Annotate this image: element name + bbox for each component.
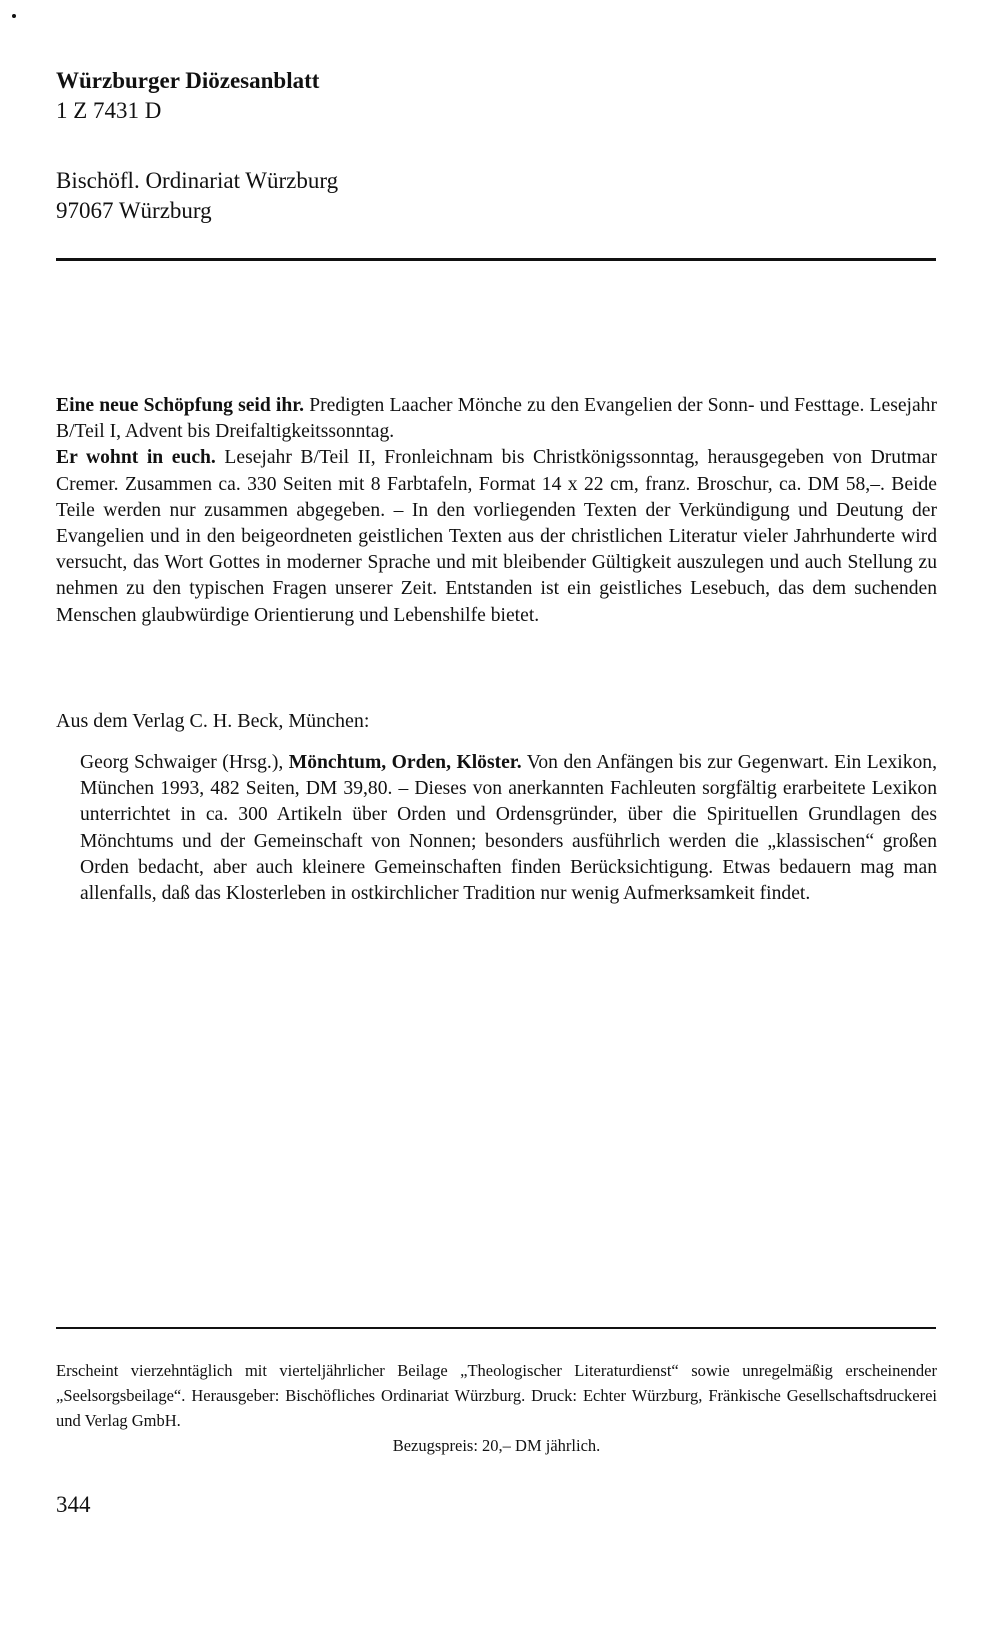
book1-text-part1: Predigten Laacher Mönche zu den Evangelien der Sonn- und Festtage. Lesejahr B/Teil I, Advent bis Dreifaltigkeitssonntag. xyxy=(56,395,937,443)
publication-code: 1 Z 7431 D xyxy=(56,98,162,123)
sender-city: 97067 Würzburg xyxy=(56,198,212,223)
page-number: 344 xyxy=(56,1492,91,1517)
book1-title-part2: Er wohnt in euch. xyxy=(56,447,216,469)
book2-title: Mönchtum, Orden, Klöster. xyxy=(288,752,522,773)
address-block xyxy=(56,66,856,226)
book-review-moenchtum xyxy=(80,750,937,907)
header-rule xyxy=(56,258,936,261)
book1-text-part2: Lesejahr B/Teil II, Fronleichnam bis Christkönigssonntag, herausgegeben von Drutmar Cremer. Zusammen ca. 330 Seiten mit 8 Farbtafeln, Format 14 x 22 cm, franz. Broschur, ca. DM 58,–. Beide Teile werden nur zusammen abgegeben. – In den vorliegenden Texten der Verkündigung und Deutung der Evangelien und in den beigeordneten geistlichen Texten aus der christlichen Literatur vieler Jahrhunderte wird versucht, das Wort Gottes in moderner Sprache und mit bleibender Gültigkeit auszulegen und auch Stellung zu nehmen zu den typischen Fragen unserer Zeit. Entstanden ist ein geistliches Lesebuch, das dem suchenden Menschen glaubwürdige Orientierung und Lebenshilfe bietet. xyxy=(56,447,937,626)
corner-mark xyxy=(12,14,16,18)
book2-text: Von den Anfängen bis zur Gegenwart. Ein Lexikon, München 1993, 482 Seiten, DM 39,80. – Dieses von anerkannten Fachleuten sorgfältig erarbeitete Lexikon unterrichtet in ca. 300 Artikeln über Orden und Ordensgründer, über die Spirituellen Grundlagen des Mönchtums und der Gemeinschaft von Nonnen; besonders ausführlich werden die „klassischen“ großen Orden bedacht, aber auch kleinere Gemeinschaften finden Berücksichtigung. Etwas bedauern mag man allenfalls, daß das Klosterleben in ostkirchlicher Tradition nur wenig Aufmerksamkeit findet. xyxy=(80,752,937,905)
book2-author: Georg Schwaiger (Hrsg.), xyxy=(80,752,289,773)
footer-imprint: Erscheint vierzehntäglich mit vierteljährlicher Beilage „Theologischer Literaturdienst“ sowie unregelmäßig erscheinender „Seelsorgsbeilage“. Herausgeber: Bischöfliches Ordinariat Würzburg. Druck: Echter Würzburg, Fränkische Gesellschaftsdruckerei und Verlag GmbH. xyxy=(56,1361,937,1430)
book1-title-part1: Eine neue Schöpfung seid ihr. xyxy=(56,395,305,416)
book-review-laacher xyxy=(56,393,937,629)
footer-rule xyxy=(56,1327,936,1329)
publication-name: Würzburger Diözesanblatt xyxy=(56,68,320,93)
footer-price: Bezugspreis: 20,– DM jährlich. xyxy=(392,1436,601,1455)
sender-name: Bischöfl. Ordinariat Würzburg xyxy=(56,168,339,193)
publisher-heading: Aus dem Verlag C. H. Beck, München: xyxy=(56,710,370,732)
